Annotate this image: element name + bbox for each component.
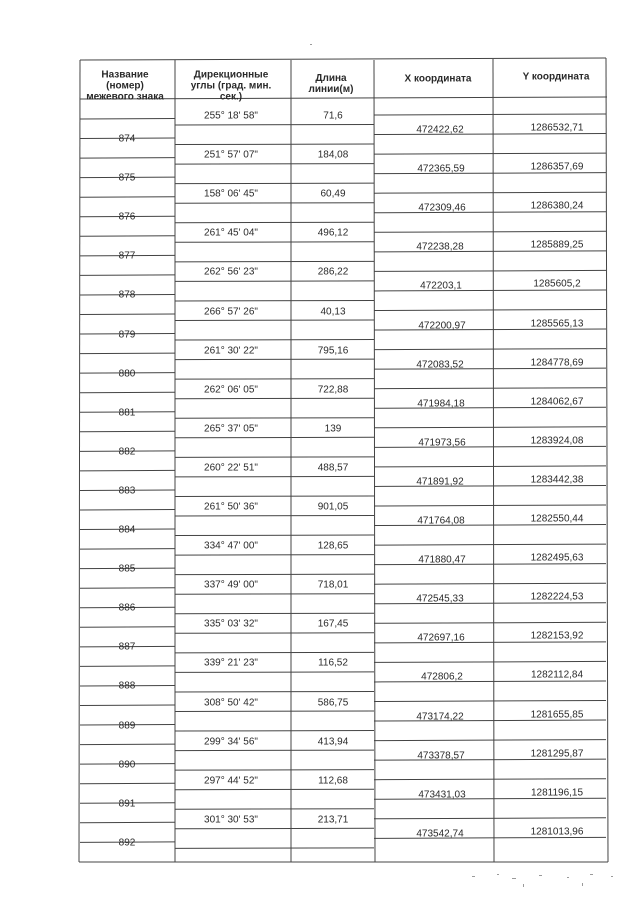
row-divider (374, 525, 606, 526)
segment-length: 128,65 (317, 540, 349, 552)
row-divider (374, 837, 606, 838)
scan-speck (590, 874, 593, 875)
row-divider (175, 516, 374, 517)
point-x: 473542,74 (416, 828, 464, 840)
row-divider (374, 466, 606, 467)
segment-angle: 265° 37' 05" (204, 423, 258, 435)
segment-length: 112,68 (318, 775, 348, 787)
segment-angle: 260° 22' 51" (204, 462, 258, 474)
column-divider (493, 59, 494, 862)
header-name-line2: (номер) (106, 80, 144, 92)
point-name: 890 (118, 759, 136, 771)
row-divider (80, 744, 175, 745)
segment-angle: 339° 21' 23" (204, 657, 258, 669)
row-divider (175, 437, 374, 438)
row-divider (80, 275, 175, 276)
row-divider (175, 300, 374, 301)
row-divider (80, 353, 175, 354)
row-divider (175, 320, 374, 321)
segment-length: 718,01 (317, 579, 349, 591)
row-divider (374, 349, 606, 350)
row-divider (175, 261, 374, 262)
row-divider (374, 603, 606, 604)
point-x: 472083,52 (416, 359, 464, 371)
point-y: 1284062,67 (530, 396, 584, 408)
column-divider (374, 60, 375, 862)
row-divider (374, 798, 606, 799)
row-divider (175, 476, 374, 477)
point-y: 1286532,71 (530, 122, 584, 134)
header-name-line3: межевого знака (86, 91, 164, 103)
point-x: 472309,46 (418, 202, 466, 214)
segment-length: 167,45 (317, 618, 349, 630)
point-x: 471880,47 (418, 554, 466, 566)
point-name: 875 (118, 172, 136, 184)
row-divider (175, 809, 374, 810)
row-divider (80, 627, 175, 628)
point-y: 1282153,92 (530, 630, 584, 642)
row-divider (175, 340, 374, 341)
row-divider (80, 705, 175, 706)
segment-angle: 308° 50' 42" (204, 697, 258, 708)
point-x: 472806,2 (421, 671, 463, 683)
point-y: 1282224,53 (530, 591, 584, 603)
row-divider (374, 329, 606, 330)
point-name: 877 (118, 250, 136, 262)
row-divider (175, 281, 374, 282)
scan-speck (512, 878, 516, 879)
point-name: 887 (118, 641, 136, 653)
segment-angle: 299° 34' 56" (204, 736, 258, 748)
segment-length: 213,71 (317, 814, 349, 826)
row-divider (374, 642, 606, 643)
point-name: 891 (118, 798, 136, 810)
header-length-line1: Длина (315, 73, 347, 84)
table-border-left (79, 60, 80, 862)
point-name: 889 (118, 720, 136, 731)
segment-angle: 337° 49' 00" (204, 579, 258, 591)
segment-angle: 262° 06' 05" (204, 384, 258, 396)
point-y: 1286357,69 (530, 161, 584, 173)
row-divider (374, 622, 606, 623)
row-divider (175, 418, 374, 419)
row-divider (374, 173, 606, 174)
row-divider (175, 594, 374, 595)
point-y: 1282550,44 (530, 513, 584, 525)
point-name: 880 (118, 368, 136, 380)
segment-length: 586,75 (317, 697, 349, 708)
header-length-line2: линии(м) (308, 84, 354, 95)
row-divider (80, 822, 175, 823)
row-divider (374, 427, 606, 428)
point-x: 471984,18 (417, 398, 465, 410)
row-divider (374, 564, 606, 565)
segment-length: 722,88 (317, 384, 349, 396)
point-y: 1285565,13 (530, 318, 584, 329)
point-name: 885 (118, 563, 136, 575)
row-divider (80, 549, 175, 550)
header-length (309, 73, 354, 95)
row-divider (374, 231, 606, 232)
point-x: 473174,22 (416, 711, 464, 722)
row-divider (175, 711, 374, 712)
header-x: X координата (404, 73, 472, 85)
row-divider (80, 510, 175, 511)
row-divider (374, 485, 606, 486)
segment-length: 901,05 (317, 501, 349, 513)
header-name-line1: Название (101, 69, 149, 81)
point-name: 874 (118, 133, 136, 145)
segment-length: 286,22 (317, 266, 349, 278)
row-divider (175, 398, 374, 399)
row-divider (175, 183, 374, 184)
point-name: 882 (118, 446, 136, 458)
row-divider (374, 388, 606, 389)
point-x: 472203,1 (420, 280, 462, 292)
row-divider (374, 681, 606, 682)
header-name (86, 70, 164, 103)
header-angle-line3: сек.) (219, 91, 243, 103)
row-divider (175, 242, 374, 243)
row-divider (374, 134, 606, 135)
row-divider (374, 251, 606, 252)
row-divider (175, 613, 374, 614)
point-y: 1281013,96 (530, 826, 584, 838)
row-divider (374, 192, 606, 193)
header-y: Y координата (522, 71, 590, 83)
row-divider (374, 779, 606, 780)
segment-length: 116,52 (318, 657, 348, 669)
table-border-right (606, 58, 608, 862)
row-divider (374, 661, 606, 662)
point-name: 892 (118, 837, 136, 849)
segment-angle: 255° 18' 58" (204, 110, 258, 122)
scan-speck (539, 875, 542, 876)
segment-angle: 266° 57' 26" (204, 306, 258, 317)
point-y: 1286380,24 (530, 200, 584, 212)
row-divider (175, 535, 374, 536)
point-y: 1284778,69 (530, 357, 584, 369)
scan-speck (497, 874, 499, 875)
row-divider (374, 544, 606, 545)
segment-angle: 334° 47' 00" (204, 540, 258, 552)
row-divider (374, 290, 606, 291)
row-divider (175, 555, 374, 556)
scan-speck (582, 883, 583, 886)
row-divider (175, 750, 374, 751)
segment-length: 71,6 (323, 110, 343, 122)
row-divider (80, 197, 175, 198)
row-divider (80, 666, 175, 667)
row-divider (175, 848, 374, 849)
row-divider (175, 828, 374, 829)
row-divider (175, 770, 374, 771)
row-divider (175, 574, 374, 575)
point-y: 1282495,63 (530, 552, 584, 564)
point-x: 473378,57 (417, 750, 465, 762)
point-name: 884 (118, 524, 136, 536)
point-name: 876 (118, 211, 136, 223)
point-y: 1281295,87 (530, 748, 584, 760)
point-y: 1281196,15 (530, 787, 584, 799)
segment-length: 413,94 (317, 736, 349, 748)
scan-speck (611, 876, 613, 877)
row-divider (175, 379, 374, 380)
row-divider (80, 236, 175, 237)
point-x: 473431,03 (418, 789, 466, 801)
scan-speck (567, 877, 569, 878)
point-x: 472422,62 (416, 124, 464, 136)
point-y: 1282112,84 (530, 669, 584, 681)
row-divider (175, 144, 374, 145)
row-divider (80, 314, 175, 315)
segment-angle: 261° 50' 36" (204, 501, 258, 513)
row-divider (175, 457, 374, 458)
row-divider (175, 789, 374, 790)
row-divider (374, 740, 606, 741)
scan-speck (310, 44, 312, 45)
row-divider (374, 701, 606, 702)
row-divider (374, 446, 606, 447)
segment-angle: 301° 30' 53" (204, 814, 258, 826)
point-x: 471973,56 (418, 437, 466, 449)
row-divider (175, 203, 374, 204)
header-angle (191, 70, 272, 103)
segment-angle: 297° 44' 52" (204, 775, 258, 787)
row-divider (80, 588, 175, 589)
row-divider (175, 164, 374, 165)
row-divider (374, 720, 606, 721)
row-divider (374, 407, 606, 408)
row-divider (175, 359, 374, 360)
row-divider (80, 783, 175, 784)
segment-length: 496,12 (317, 227, 349, 239)
row-divider (374, 153, 606, 154)
row-divider (374, 505, 606, 506)
table-border-top (80, 58, 606, 60)
segment-length: 184,08 (317, 149, 349, 161)
scan-speck (472, 876, 475, 877)
point-y: 1285605,2 (533, 278, 581, 290)
row-divider (80, 470, 175, 471)
segment-length: 40,13 (320, 306, 346, 317)
segment-length: 488,57 (317, 462, 349, 474)
segment-length: 795,16 (317, 345, 349, 357)
row-divider (374, 310, 606, 311)
row-divider (374, 759, 606, 760)
row-divider (175, 691, 374, 692)
point-x: 472697,16 (417, 632, 465, 644)
point-name: 878 (118, 289, 136, 301)
row-divider (175, 222, 374, 223)
point-x: 471891,92 (416, 476, 464, 488)
segment-length: 139 (324, 423, 342, 435)
segment-angle: 262° 56' 23" (204, 266, 258, 278)
point-name: 883 (118, 485, 136, 497)
point-y: 1285889,25 (530, 239, 584, 251)
row-divider (374, 270, 606, 271)
scan-speck (523, 884, 524, 887)
row-divider (80, 431, 175, 432)
row-divider (80, 158, 175, 159)
point-y: 1283442,38 (530, 474, 584, 486)
row-divider (374, 212, 606, 213)
segment-angle: 261° 45' 04" (204, 227, 258, 239)
point-name: 879 (118, 329, 136, 340)
segment-length: 60,49 (320, 188, 346, 200)
row-divider (175, 125, 374, 126)
point-y: 1283924,08 (530, 435, 584, 447)
point-x: 471764,08 (417, 515, 465, 527)
header-angle-line2: углы (град. мин. (190, 80, 272, 92)
point-name: 886 (118, 602, 136, 614)
row-divider (175, 633, 374, 634)
row-divider (175, 496, 374, 497)
row-divider (374, 368, 606, 369)
row-divider (374, 818, 606, 819)
segment-angle: 335° 03' 32" (204, 618, 258, 630)
point-name: 888 (118, 680, 136, 692)
point-x: 472545,33 (416, 593, 464, 605)
segment-angle: 261° 30' 22" (204, 345, 258, 357)
point-y: 1281655,85 (530, 709, 584, 720)
row-divider (374, 583, 606, 584)
row-divider (80, 119, 175, 120)
header-angle-line1: Дирекционные (193, 69, 269, 81)
row-divider (175, 652, 374, 653)
segment-angle: 251° 57' 07" (204, 149, 258, 161)
row-divider (175, 731, 374, 732)
point-name: 881 (118, 407, 136, 419)
point-x: 472200,97 (418, 320, 466, 331)
row-divider (374, 114, 606, 115)
point-x: 472365,59 (417, 163, 465, 175)
segment-angle: 158° 06' 45" (204, 188, 258, 200)
row-divider (80, 392, 175, 393)
row-divider (175, 672, 374, 673)
point-x: 472238,28 (416, 241, 464, 253)
